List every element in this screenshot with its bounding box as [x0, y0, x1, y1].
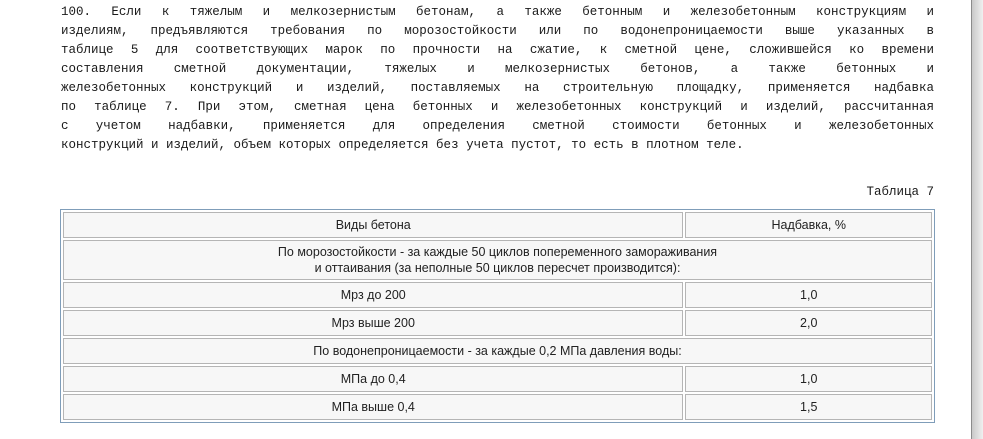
table-caption: Таблица 7 [866, 185, 934, 199]
concrete-type-cell: МПа выше 0,4 [63, 394, 683, 420]
surcharge-cell: 1,5 [685, 394, 932, 420]
header-surcharge: Надбавка, % [685, 212, 932, 238]
paragraph-line: 100. Если к тяжелым и мелкозернистым бетонам, а также бетонным и железобетонным конструкциям и [61, 5, 934, 19]
concrete-type-cell: Мрз до 200 [63, 282, 683, 308]
surcharge-cell: 1,0 [685, 282, 932, 308]
paragraph-line: с учетом надбавки, применяется для определения сметной стоимости бетонных и железобетонных [61, 119, 934, 133]
table-row [63, 310, 932, 336]
table-row [63, 282, 932, 308]
concrete-type-cell: Мрз выше 200 [63, 310, 683, 336]
section-frost-line: и оттаивания (за неполные 50 циклов пересчет производится): [314, 261, 681, 275]
table-header-row [63, 212, 932, 238]
concrete-type-cell: МПа до 0,4 [63, 366, 683, 392]
surcharge-table [60, 209, 935, 423]
paragraph-100 [61, 3, 934, 155]
paragraph-line: изделиям, предъявляются требования по морозостойкости или по водонепроницаемости выше указанных в [61, 24, 934, 38]
section-row-frost [63, 240, 932, 280]
section-frost-resistance [63, 240, 932, 280]
section-water-resistance: По водонепроницаемости - за каждые 0,2 МПа давления воды: [63, 338, 932, 364]
header-concrete-type: Виды бетона [63, 212, 683, 238]
surcharge-cell: 1,0 [685, 366, 932, 392]
table-row [63, 366, 932, 392]
paragraph-line: железобетонных конструкций и изделий, поставляемых на строительную площадку, применяется надбавка [61, 81, 934, 95]
section-frost-line: По морозостойкости - за каждые 50 циклов попеременного замораживания [277, 245, 718, 259]
page-shadow [972, 0, 983, 439]
surcharge-cell: 2,0 [685, 310, 932, 336]
paragraph-line: составления сметной документации, тяжелых и мелкозернистых бетонов, а также бетонных и [61, 62, 934, 76]
paragraph-line: конструкций и изделий, объем которых определяется без учета пустот, то есть в плотном теле. [61, 138, 744, 152]
paragraph-line: таблице 5 для соответствующих марок по прочности на сжатие, к сметной цене, сложившейся ко времени [61, 43, 934, 57]
paragraph-line: по таблице 7. При этом, сметная цена бетонных и железобетонных конструкций и изделий, рассчитанная [61, 100, 934, 114]
table-row [63, 394, 932, 420]
section-row-water [63, 338, 932, 364]
